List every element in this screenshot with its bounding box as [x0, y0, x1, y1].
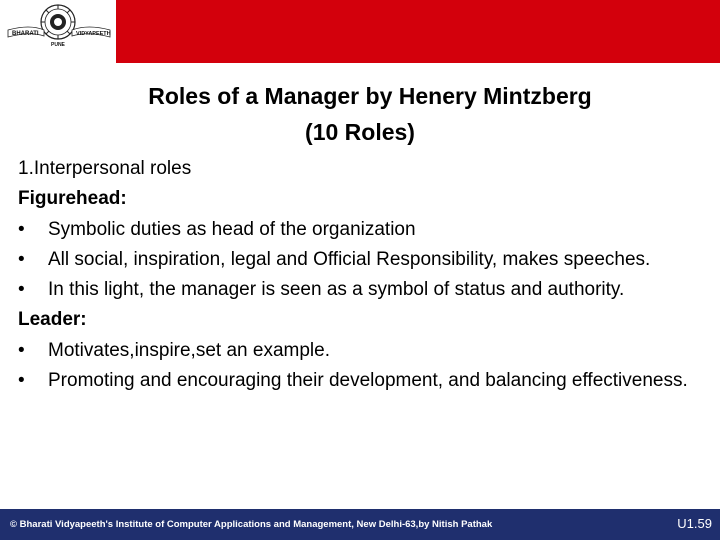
bharati-vidyapeeth-emblem-icon [0, 0, 116, 63]
bullet-text: Promoting and encouraging their development, and balancing effectiveness. [48, 370, 688, 392]
leader-heading: Leader: [18, 309, 87, 331]
slide-body [18, 154, 690, 396]
logo [0, 0, 116, 63]
list-item [18, 215, 690, 245]
bullet-icon: • [18, 339, 25, 361]
footer-copyright: © Bharati Vidyapeeth's Institute of Computer Applications and Management, New Delhi-63,by Nitish Pathak [10, 519, 493, 530]
bullet-text: Motivates,inspire,set an example. [48, 339, 330, 361]
bullet-icon: • [18, 370, 25, 392]
bullet-icon: • [18, 248, 25, 270]
bullet-text: All social, inspiration, legal and Official Responsibility, makes speeches. [48, 248, 651, 270]
bullet-icon: • [18, 218, 25, 240]
bullet-icon: • [18, 279, 25, 301]
list-item [18, 275, 690, 305]
bullet-text: Symbolic duties as head of the organization [48, 218, 416, 240]
slide-number: U1.59 [677, 516, 712, 531]
slide-title-line1: Roles of a Manager by Henery Mintzberg [148, 83, 592, 109]
logo-text-left: BHARATI [12, 31, 39, 37]
footer-bar [0, 509, 720, 540]
figurehead-heading: Figurehead: [18, 188, 127, 210]
list-item [18, 245, 690, 275]
list-item [18, 336, 690, 366]
logo-text-right: VIDYAPEETH [76, 31, 111, 37]
section-heading: 1.Interpersonal roles [18, 158, 192, 179]
bullet-text: In this light, the manager is seen as a symbol of status and authority. [48, 279, 625, 301]
logo-text-bottom: PUNE [51, 42, 65, 48]
slide-title [0, 78, 720, 150]
list-item [18, 366, 690, 396]
slide-title-line2: (10 Roles) [305, 119, 415, 145]
